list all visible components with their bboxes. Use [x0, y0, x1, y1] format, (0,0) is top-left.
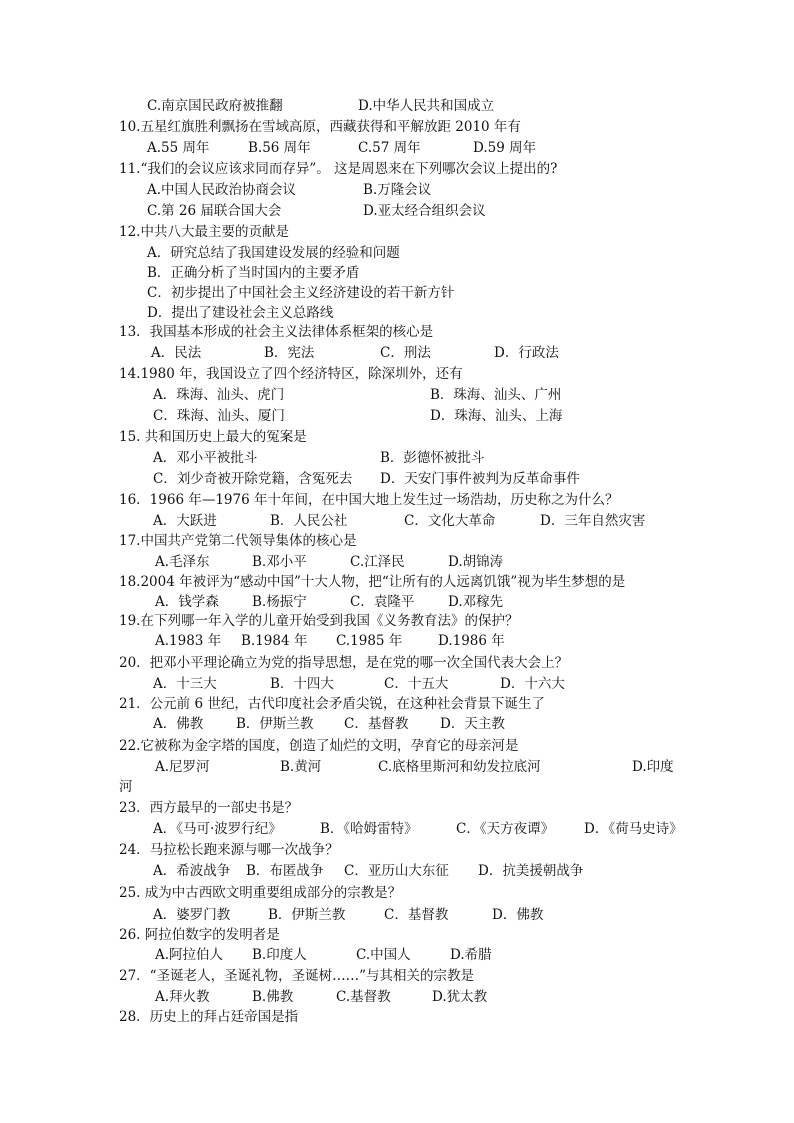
question-28: 28．历史上的拜占廷帝国是指	[119, 1009, 299, 1025]
option-a: A.55 周年	[147, 140, 210, 156]
option-a: A．邓小平被批斗	[153, 450, 258, 466]
option-b: B.杨振宁	[252, 594, 307, 610]
option-d: D.中华人民共和国成立	[358, 98, 495, 114]
option-d: D.1986 年	[438, 633, 505, 649]
option-a: A.拜火教	[155, 989, 210, 1005]
option-a: A．十三大	[153, 676, 217, 692]
option-d: D．天主教	[440, 716, 505, 732]
option-a: A.1983 年	[155, 633, 222, 649]
option-c: C.底格里斯河和幼发拉底河	[378, 759, 541, 775]
option-d: D．十六大	[500, 676, 565, 692]
question-27: 27．“圣诞老人，圣诞礼物，圣诞树……”与其相关的宗教是	[119, 968, 474, 984]
option-c: C.第 26 届联合国大会	[147, 203, 282, 219]
option-b: B.黄河	[280, 759, 322, 775]
option-b: B．宪法	[264, 345, 315, 361]
option-b: B．彭德怀被批斗	[380, 450, 485, 466]
option-c: C．亚历山大东征	[344, 863, 449, 879]
option-c: C．十五大	[384, 676, 449, 692]
question-11: 11.“我们的会议应该求同而存异”。 这是周恩来在下列哪次会议上提出的?	[119, 161, 558, 177]
option-c: C．刘少奇被开除党籍，含冤死去	[153, 471, 353, 487]
option-a: A．佛教	[153, 716, 204, 732]
option-d: D．提出了建设社会主义总路线	[147, 305, 334, 321]
question-12: 12.中共八大最主要的贡献是	[119, 224, 289, 240]
option-a: A．大跃进	[153, 513, 217, 529]
option-c: C．基督教	[384, 907, 449, 923]
option-a: A.毛泽东	[155, 554, 210, 570]
question-17: 17.中国共产党第二代领导集体的核心是	[119, 533, 357, 549]
option-a: A．研究总结了我国建设发展的经验和问题	[147, 245, 400, 261]
option-b: B．《哈姆雷特》	[320, 821, 418, 837]
option-a: A．婆罗门教	[153, 907, 231, 923]
option-d: D．三年自然灾害	[540, 513, 646, 529]
question-25: 25. 成为中古西欧文明重要组成部分的宗教是？	[119, 885, 402, 901]
option-b: B．正确分析了当时国内的主要矛盾	[147, 265, 360, 281]
option-d: D.亚太经合组织会议	[363, 203, 486, 219]
option-b: B．布匿战争	[246, 863, 324, 879]
option-c: C．初步提出了中国社会主义经济建设的若干新方针	[147, 285, 455, 301]
question-15: 15. 共和国历史上最大的冤案是	[119, 429, 307, 445]
option-b: B.56 周年	[248, 140, 311, 156]
option-d-continuation: 河	[119, 779, 133, 795]
option-c: C．珠海、汕头、厦门	[153, 408, 285, 424]
option-a: A．珠海、汕头、虎门	[153, 387, 285, 403]
option-c: C.57 周年	[358, 140, 421, 156]
option-b: B．珠海、汕头、广州	[430, 387, 562, 403]
option-b: B.1984 年	[241, 633, 308, 649]
option-d: D．佛教	[492, 907, 544, 923]
option-d: D.犹太教	[432, 989, 488, 1005]
option-b: B．伊斯兰教	[268, 907, 346, 923]
option-b: B．人民公社	[270, 513, 348, 529]
option-b: B．十四大	[270, 676, 334, 692]
option-c: C.江泽民	[350, 554, 405, 570]
option-a: A．《马可·波罗行纪》	[153, 821, 282, 837]
option-c: C.南京国民政府被推翻	[147, 98, 283, 114]
option-d: D．抗美援朝战争	[478, 863, 584, 879]
option-d: D．《荷马史诗》	[584, 821, 683, 837]
option-d: D.希腊	[450, 947, 492, 963]
option-c: C.基督教	[336, 989, 391, 1005]
option-d: D．行政法	[494, 345, 559, 361]
question-14: 14.1980 年，我国设立了四个经济特区，除深圳外，还有	[119, 366, 463, 382]
question-22: 22.它被称为金字塔的国度，创造了灿烂的文明，孕育它的母亲河是	[119, 738, 519, 754]
question-16: 16．1966 年—1976 年十年间，在中国大地上发生过一场浩劫，历史称之为什么？	[119, 492, 619, 508]
option-c: C．《天方夜谭》	[456, 821, 555, 837]
option-c: C.中国人	[356, 947, 411, 963]
option-d: D．天安门事件被判为反革命事件	[380, 471, 580, 487]
question-13: 13．我国基本形成的社会主义法律体系框架的核心是	[119, 324, 434, 340]
question-20: 20．把邓小平理论确立为党的指导思想，是在党的哪一次全国代表大会上？	[119, 655, 569, 671]
question-23: 23．西方最早的一部史书是？	[119, 800, 299, 816]
option-a: A.阿拉伯人	[155, 947, 224, 963]
option-a: A.尼罗河	[155, 759, 210, 775]
option-d: D.印度	[632, 759, 674, 775]
option-a: A．民法	[151, 345, 202, 361]
question-19: 19.在下列哪一年入学的儿童开始受到我国《义务教育法》的保护？	[119, 613, 519, 629]
option-d: D．珠海、汕头、上海	[430, 408, 563, 424]
option-d: D.59 周年	[473, 140, 537, 156]
option-c: C．基督教	[344, 716, 409, 732]
option-d: D.胡锦涛	[448, 554, 504, 570]
option-a: A.中国人民政治协商会议	[147, 182, 297, 198]
question-26: 26. 阿拉伯数字的发明者是	[119, 927, 280, 943]
option-d: D.邓稼先	[448, 594, 504, 610]
question-10: 10.五星红旗胜利飘扬在雪域高原，西藏获得和平解放距 2010 年有	[119, 119, 521, 135]
option-c: C．刑法	[380, 345, 431, 361]
option-b: B．伊斯兰教	[236, 716, 314, 732]
option-b: B.印度人	[252, 947, 307, 963]
option-c: C.1985 年	[336, 633, 403, 649]
option-b: B.佛教	[252, 989, 294, 1005]
question-24: 24．马拉松长跑来源与哪一次战争？	[119, 842, 339, 858]
option-a: A．希波战争	[153, 863, 231, 879]
question-21: 21．公元前 6 世纪，古代印度社会矛盾尖锐，在这种社会背景下诞生了	[119, 696, 545, 712]
option-b: B.万隆会议	[363, 182, 432, 198]
option-a: A．钱学森	[155, 594, 219, 610]
option-c: C．袁隆平	[350, 594, 415, 610]
question-18: 18.2004 年被评为“感动中国”十大人物，把“让所有的人远离饥饿”视为毕生梦想的是	[119, 574, 626, 590]
option-c: C．文化大革命	[404, 513, 496, 529]
option-b: B.邓小平	[252, 554, 307, 570]
